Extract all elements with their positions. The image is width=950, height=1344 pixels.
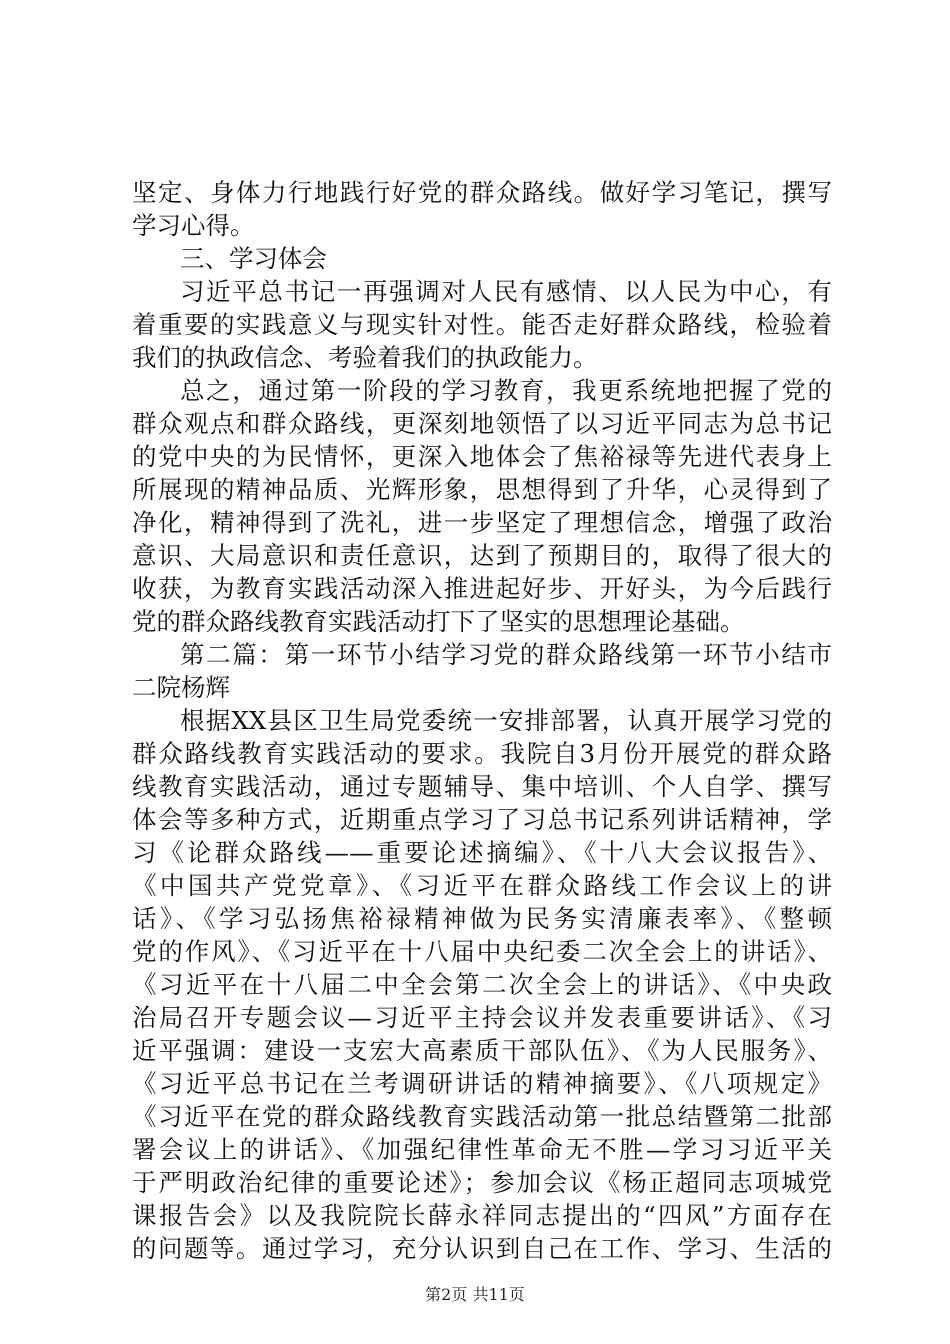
text-line: 我们的执政信念、考验着我们的执政能力。 <box>132 343 598 372</box>
text-line: 线教育实践活动，通过专题辅导、集中培训、个人自学、撰写 <box>132 772 832 801</box>
text-line: 意识、大局意识和责任意识，达到了预期目的，取得了很大的 <box>132 541 832 570</box>
text-line: 根据XX县区卫生局党委统一安排部署，认真开展学习党的 <box>180 706 832 735</box>
text-line: 于严明政治纪律的重要论述》；参加会议《杨正超同志项城党 <box>132 1168 832 1197</box>
page-number-footer: 第2页 共11页 <box>425 1285 525 1304</box>
text-line: 学习心得。 <box>132 211 255 240</box>
text-line: 习近平总书记一再强调对人民有感情、以人民为中心，有 <box>180 277 832 306</box>
text-line: 的党中央的为民情怀，更深入地体会了焦裕禄等先进代表身上 <box>132 442 832 471</box>
text-line: 收获，为教育实践活动深入推进起好步、开好头，为今后践行 <box>132 574 832 603</box>
section-heading: 三、学习体会 <box>180 244 327 273</box>
text-line: 《习近平在十八届二中全会第二次全会上的讲话》、《中央政 <box>132 970 832 999</box>
text-line: 《习近平总书记在兰考调研讲话的精神摘要》、《八项规定》 <box>132 1069 832 1098</box>
text-line: 着重要的实践意义与现实针对性。能否走好群众路线，检验着 <box>132 310 832 339</box>
text-line: 《中国共产党党章》、《习近平在群众路线工作会议上的讲 <box>132 871 832 900</box>
text-line: 课报告会》以及我院院长薛永祥同志提出的“四风”方面存在 <box>132 1201 832 1230</box>
text-line: 坚定、身体力行地践行好党的群众路线。做好学习笔记，撰写 <box>132 178 832 207</box>
article-title-continued: 二院杨辉 <box>132 673 230 702</box>
text-line: 总之，通过第一阶段的学习教育，我更系统地把握了党的 <box>180 376 832 405</box>
text-line: 所展现的精神品质、光辉形象，思想得到了升华，心灵得到了 <box>132 475 832 504</box>
text-line: 治局召开专题会议—习近平主持会议并发表重要讲话》、《习 <box>132 1003 832 1032</box>
text-line: 党的群众路线教育实践活动打下了坚实的思想理论基础。 <box>132 607 745 636</box>
text-line: 署会议上的讲话》、《加强纪律性革命无不胜—学习习近平关 <box>132 1135 832 1164</box>
text-line: 习《论群众路线——重要论述摘编》、《十八大会议报告》、 <box>132 838 832 867</box>
text-line: 《习近平在党的群众路线教育实践活动第一批总结暨第二批部 <box>132 1102 832 1131</box>
text-line: 净化，精神得到了洗礼，进一步坚定了理想信念，增强了政治 <box>132 508 832 537</box>
text-line: 党的作风》、《习近平在十八届中央纪委二次全会上的讲话》、 <box>132 937 832 966</box>
text-line: 近平强调：建设一支宏大高素质干部队伍》、《为人民服务》、 <box>132 1036 832 1065</box>
article-title: 第二篇：第一环节小结学习党的群众路线第一环节小结市 <box>180 640 832 669</box>
text-line: 群众路线教育实践活动的要求。我院自3月份开展党的群众路 <box>132 739 832 768</box>
text-line: 群众观点和群众路线，更深刻地领悟了以习近平同志为总书记 <box>132 409 832 438</box>
text-line: 体会等多种方式，近期重点学习了习总书记系列讲话精神，学 <box>132 805 832 834</box>
text-line: 的问题等。通过学习，充分认识到自己在工作、学习、生活的 <box>132 1234 832 1263</box>
text-line: 话》、《学习弘扬焦裕禄精神做为民务实清廉表率》、《整顿 <box>132 904 832 933</box>
